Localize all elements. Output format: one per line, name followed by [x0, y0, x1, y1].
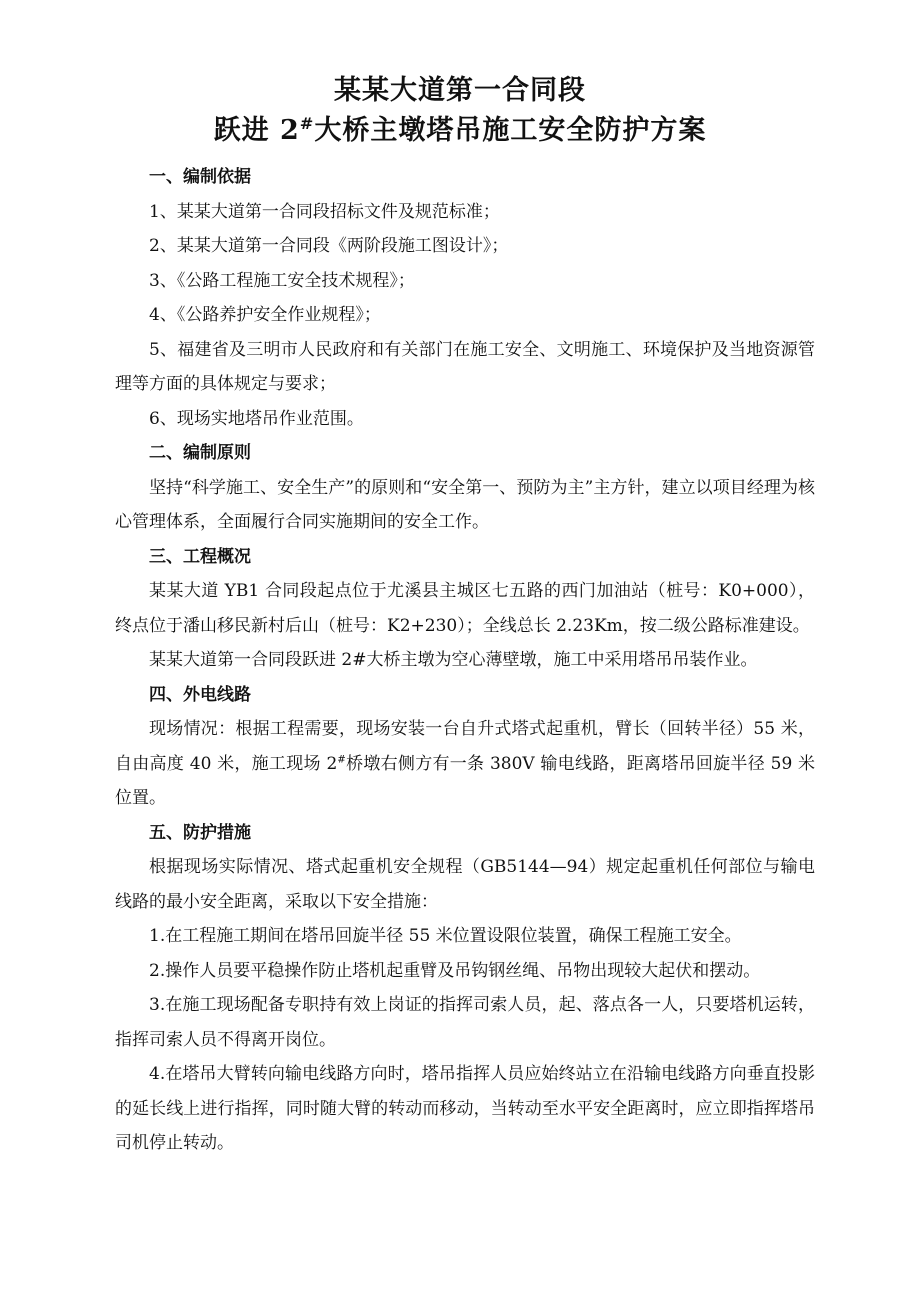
title-line-2-suffix: 大桥主墩塔吊施工安全防护方案	[314, 115, 707, 146]
title-line-2-superscript: #	[299, 114, 315, 133]
powerline-text-suffix: 桥墩右侧方有一条 380V 输电线路，距离塔吊回旋半径 59 米位置。	[115, 753, 815, 808]
basis-item: 1、某某大道第一合同段招标文件及规范标准；	[149, 201, 500, 222]
title-line-2	[0, 112, 920, 150]
measures-item: 1.在工程施工期间在塔吊回旋半径 55 米位置设限位装置，确保工程施工安全。	[149, 926, 742, 946]
title-line-2-prefix: 跃进 2	[213, 115, 300, 146]
section-heading-principle: 二、编制原则	[149, 443, 251, 463]
section-heading-basis: 一、编制依据	[149, 167, 251, 187]
basis-item: 4、《公路养护安全作业规程》；	[149, 305, 381, 325]
basis-item: 3、《公路工程施工安全技术规程》；	[149, 270, 415, 291]
basis-item: 2、某某大道第一合同段《两阶段施工图设计》；	[149, 236, 509, 256]
basis-item: 6、现场实地塔吊作业范围。	[149, 408, 364, 429]
basis-item: 5、福建省及三明市人民政府和有关部门在施工安全、文明施工、环境保护及当地资源管理等方面的具体规定与要求；	[115, 339, 815, 394]
title-line-1: 某某大道第一合同段	[334, 75, 586, 106]
powerline-paragraph	[115, 712, 815, 816]
powerline-superscript: #	[337, 753, 346, 765]
measures-item: 3.在施工现场配备专职持有效上岗证的指挥司索人员，起、落点各一人，只要塔机运转，指挥司索人员不得离开岗位。	[115, 995, 815, 1050]
principle-paragraph: 坚持“科学施工、安全生产”的原则和“安全第一、预防为主”主方针，建立以项目经理为核心管理体系，全面履行合同实施期间的安全工作。	[115, 477, 815, 532]
overview-paragraph-1: 某某大道 YB1 合同段起点位于尤溪县主城区七五路的西门加油站（桩号：K0+000），终点位于潘山移民新村后山（桩号：K2+230）；全线总长 2.23Km，按二级公路标准建设。	[115, 581, 815, 636]
overview-paragraph-2: 某某大道第一合同段跃进 2#大桥主墩为空心薄壁墩，施工中采用塔吊吊装作业。	[149, 650, 758, 670]
section-heading-overview: 三、工程概况	[149, 546, 251, 567]
document-body	[115, 160, 815, 1161]
measures-item: 2.操作人员要平稳操作防止塔机起重臂及吊钩钢丝绳、吊物出现较大起伏和摆动。	[149, 960, 761, 981]
measures-item: 4.在塔吊大臂转向输电线路方向时，塔吊指挥人员应始终站立在沿输电线路方向垂直投影的延长线上进行指挥，同时随大臂的转动而移动，当转动至水平安全距离时，应立即指挥塔吊司机停止转动。	[115, 1064, 815, 1153]
section-heading-measures: 五、防护措施	[149, 822, 251, 843]
powerline-text-prefix: 现场情况：根据工程需要，现场安装一台自升式塔式起重机，臂长（回转半径）55 米，自由高度 40 米，施工现场 2	[115, 719, 815, 774]
section-heading-powerline: 四、外电线路	[149, 684, 251, 705]
measures-intro: 根据现场实际情况、塔式起重机安全规程（GB5144—94）规定起重机任何部位与输电线路的最小安全距离，采取以下安全措施：	[115, 857, 815, 912]
